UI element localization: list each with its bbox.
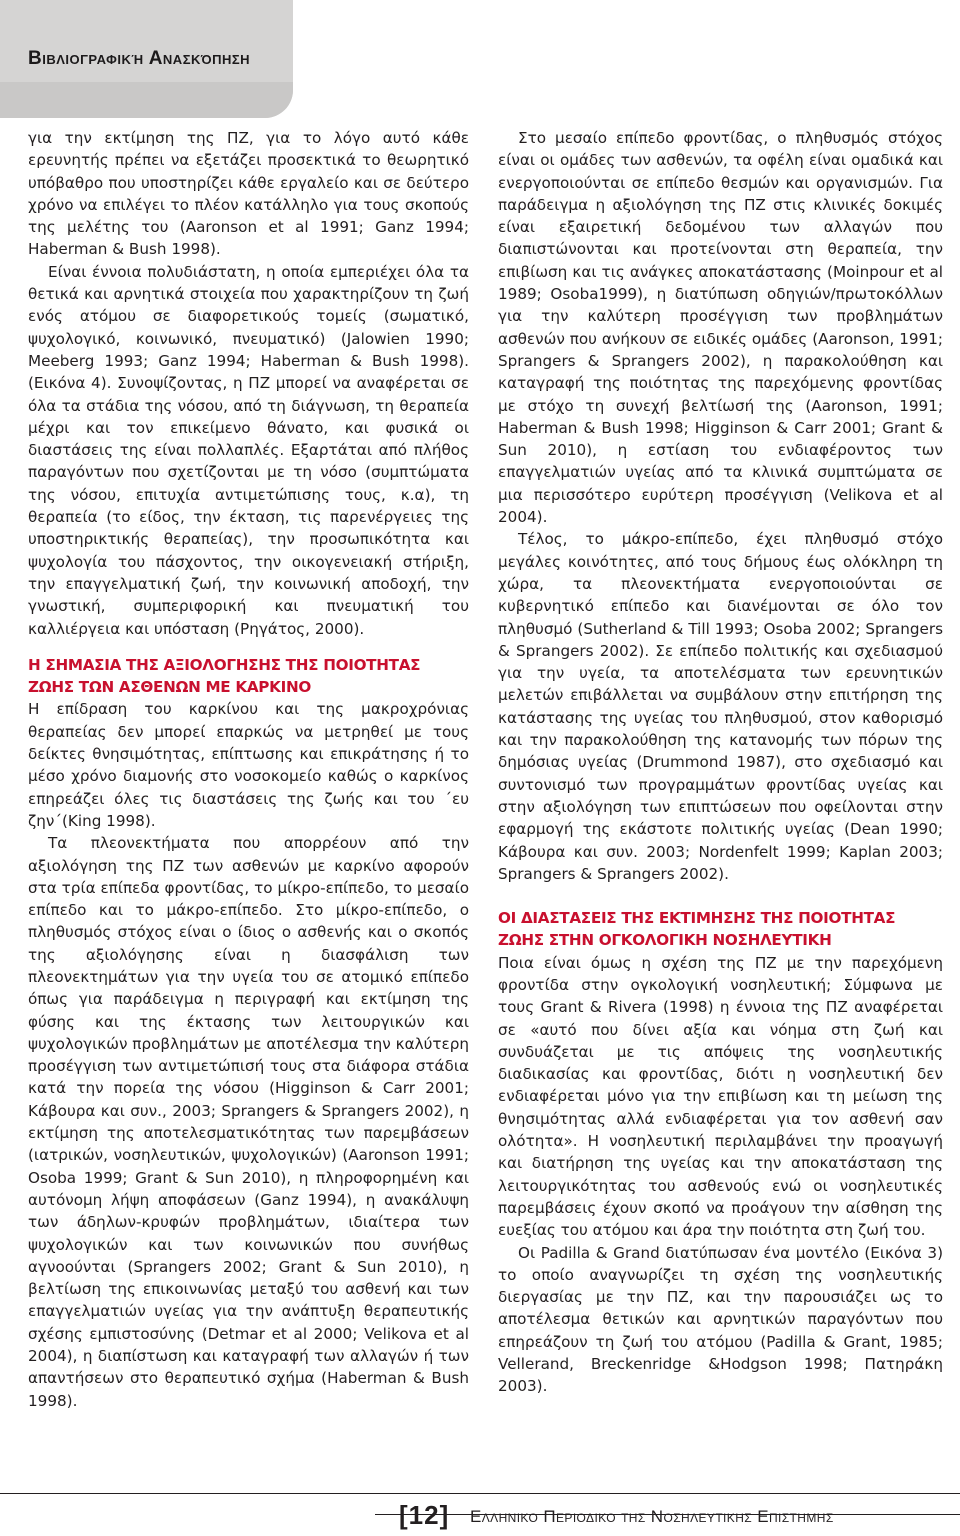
right-column <box>498 127 943 1398</box>
section-heading-importance: Η ΣΗΜΑΣΙΑ ΤΗΣ ΑΞΙΟΛΟΓΗΣΗΣ ΤΗΣ ΠΟΙΟΤΗΤΑΣ ΖΩΗΣ ΤΩΝ ΑΣΘΕΝΩΝ ΜΕ ΚΑΡΚΙΝΟ <box>28 655 421 697</box>
left-paragraph-4: Τα πλεονεκτήματα που απορρέουν από την αξιολόγηση της ΠΖ των ασθενών με καρκίνο αφορούν στα τρία επίπεδα φροντίδας, το μίκρο-επίπεδο, το μεσαίο επίπεδο και το μάκρο-επίπεδο. Στο μίκρο-επίπεδο, ο πληθυσμός στόχος είναι ο ίδιος ο ασθενής και ο σκοπός της αξιολόγησης είναι η διασφάλιση των πλεονεκτημάτων για την υγεία του σε ατομικό επίπεδο όπως για παράδειγμα η περιγραφή και εκτίμηση της φύσης και της έκτασης των λειτουργικών και ψυχολογικών προβλημάτων με αποτέλεσμα την καλύτερη προσέγγιση των αντιμετώπισή τους στα διάφορα στάδια κατά την πορεία της νόσου (Higginson & Carr 2001; Κάβουρα και συν., 2003; Sprangers & Sprangers 2002), η εκτίμηση της αποτελεσματικότητας των παρεμβάσεων (ιατρικών, νοσηλευτικών, ψυχολογικών) (Aaronson 1991; Osoba 1999; Grant & Sun 2010), η πληροφορημένη και αυτόνομη λήψη αποφάσεων (Ganz 1994), η ανακάλυψη των άδηλων-κρυφών προβλημάτων, ιδιαίτερα των ψυχολογικών και των κοινωνικών που συνήθως αγνοούνται (Sprangers 2002; Grant & Sun 2010), η βελτίωση της επικοινωνίας μεταξύ του ασθενή και των επαγγελματιών υγείας για την ανάπτυξη θεραπευτικής σχέσης εμπιστοσύνης (Detmar et al 2000; Velikova et al 2004), η διαπίστωση και καταγραφή των αλλαγών ή των απαντήσεων στο θεραπευτικό σχήμα (Haberman & Bush 1998). <box>28 834 469 1410</box>
section-title: Βιβλιογραφική Ανασκόπηση <box>28 48 251 69</box>
left-column <box>28 127 469 1412</box>
right-paragraph-3: Ποια είναι όμως η σχέση της ΠΖ με την παρεχόμενη φροντίδα στην ογκολογική νοσηλευτική; Σύμφωνα με τους Grant & Rivera (1998) η έννοια της ΠΖ αναφέρεται σε «αυτό που δίνει αξία και νόημα στη ζωή και συνδυάζεται με τις απόψεις της νοσηλευτικής διαδικασίας και φροντίδας, διότι η νοσηλευτική δεν ενδιαφέρεται μόνο για την επιβίωση και τη μείωση της θνησιμότητας αλλά ενδιαφέρεται για τον ασθενή σαν ολότητα». Η νοσηλευτική περιλαμβάνει την προαγωγή και διατήρηση της υγείας και την αποκατάσταση της λειτουργικότητας του ασθενούς ενώ οι νοσηλευτικές παρεμβάσεις έχουν σκοπό να προάγουν την αίσθηση της ευεξίας του ατόμου και άρα την ποιότητα στη ζωή του. <box>498 953 943 1240</box>
left-paragraph-1: για την εκτίμηση της ΠΖ, για το λόγο αυτό κάθε ερευνητής πρέπει να εξετάζει προσεκτικά το θεωρητικό υπόβαθρο που υποστηρίζει κάθε εργαλείο και σε δεύτερο χρόνο να επιλέγει το πλέον κατάλληλο για τους σκοπούς της μελέτης του (Aaronson et al 1991; Ganz 1994; Haberman & Bush 1998). <box>28 129 469 259</box>
left-paragraph-2: Είναι έννοια πολυδιάστατη, η οποία εμπεριέχει όλα τα θετικά και αρνητικά στοιχεία που χαρακτηρίζουν τη ζωή ενός ατόμου σε διαφορετικούς τομείς (σωματικό, ψυχολογικό, κοινωνικό, πνευματικό) (Jalowien 1990; Meeberg 1993; Ganz 1994; Haberman & Bush 1998). (Εικόνα 4). Συνοψίζοντας, η ΠΖ μπορεί να αναφέρεται σε όλα τα στάδια της νόσου, από τη διάγνωση, τη θεραπεία μέχρι και τον επικείμενο θάνατο, και φυσικά οι διαστάσεις της είναι πολλαπλές. Εξαρτάται από πλήθος παραγόντων που σχετίζονται με τη νόσο (συμπτώματα της νόσου, επιτυχία αντιμετώπισης τους, κ.α), τη θεραπεία (το είδος, την έκταση, τις παρενέργειες της υποστηρικτικής θεραπείας), την προσωπικότητα και ψυχολογία του πάσχοντος, την οικογενειακή στήριξη, την επαγγελματική ζωή, την κοινωνική αποδοχή, την γνωστική, συμπεριφορική και πνευματική του καλλιέργεια και υπόσταση (Ρηγάτος, 2000). <box>28 262 469 638</box>
section-heading-dimensions: ΟΙ ΔΙΑΣΤΑΣΕΙΣ ΤΗΣ ΕΚΤΙΜΗΣΗΣ ΤΗΣ ΠΟΙΟΤΗΤΑΣ ΖΩΗΣ ΣΤΗΝ ΟΓΚΟΛΟΓΙΚΗ ΝΟΣΗΛΕΥΤΙΚΗ <box>498 909 896 950</box>
page-number: [12] <box>399 1500 450 1530</box>
right-paragraph-2: Τέλος, το μάκρο-επίπεδο, έχει πληθυσμό στόχο μεγάλες κοινότητες, από τους δήμους έως ολόκληρη τη χώρα, τα πλεονεκτήματα ενεργοποιούνται σε κυβερνητικό επίπεδο και διανέμονται σε όλο τον πληθυσμό (Sutherland & Till 1993; Osoba 2002; Sprangers & Sprangers 2002). Σε επίπεδο πολιτικής και σχεδιασμού για την υγεία, τα αποτελέσματα των ερευνητικών μελετών επιβάλλεται να συμβάλουν στην επιτήρηση της κατάστασης της υγείας του πληθυσμού, στον καθορισμό και την παρακολούθηση της κατανομής των πόρων της δημόσιας υγείας (Drummond 1987), στο σχεδιασμό και συντονισμό των προγραμμάτων φροντίδας υγείας και στην αξιολόγηση των επιπτώσεων που οφείλονται στην εφαρμογή της εκάστοτε πολιτικής υγείας (Dean 1990; Κάβουρα και συν. 2003; Nordenfelt 1999; Kaplan 2003; Sprangers & Sprangers 2002). <box>498 530 943 883</box>
right-paragraph-4: Οι Padilla & Grand διατύπωσαν ένα μοντέλο (Εικόνα 3) το οποίο αναγνωρίζει τη σχέση της νοσηλευτικής διεργασίας με την ΠΖ, και την παρουσιάζει ως το αποτέλεσμα θετικών και αρνητικών παραγόντων που επηρεάζουν τη ζωή του ατόμου (Padilla & Grant, 1985; Vellerand, Breckenridge &Hodgson 1998; Πατηράκη 2003). <box>498 1243 943 1396</box>
journal-title: Ελληνικο Περιοδικο της Νοσηλευτικης Επιστημης <box>470 1507 834 1526</box>
left-paragraph-3: Η επίδραση του καρκίνου και της μακροχρόνιας θεραπείας δεν μπορεί επαρκώς να μετρηθεί με τους δείκτες θνησιμότητας, επίπτωσης και επικράτησης ή το μέσο χρόνο διαμονής στο νοσοκομείο καθώς ο καρκίνος επηρεάζει όλες τις διαστάσεις της ζωής και του ΄ευ ζην΄(King 1998). <box>28 700 469 830</box>
right-paragraph-1: Στο μεσαίο επίπεδο φροντίδας, ο πληθυσμός στόχος είναι οι ομάδες των ασθενών, τα οφέλη είναι ομαδικά και ενεργοποιούνται σε επίπεδο θεσμών και οργανισμών. Για παράδειγμα η αξιολόγηση της ΠΖ στις κλινικές δοκιμές είναι εξαιρετική δεδομένου των αλλαγών που διαπιστώνονται και προτείνονται στη θεραπεία, την επιβίωση και τις ανάγκες αποκατάστασης (Moinpour et al 1989; Osoba1999), η διατύπωση οδηγιών/πρωτοκόλλων για την καλύτερη προσέγγιση των προβλημάτων ασθενών που ανήκουν σε ειδικές ομάδες (Aaronson, 1991; Sprangers & Sprangers 2002), η παρακολούθηση και καταγραφή της ποιότητας της παρεχόμενης φροντίδας με στόχο τη συνεχή βελτίωσή της (Aaronson, 1991; Haberman & Bush 1998; Higginson & Carr 2001; Grant & Sun 2010), η εστίαση του ενδιαφέροντος των επαγγελματιών υγείας από τα κλινικά συμπτώματα σε μια περισσότερο ευρύτερη προσέγγιση (Velikova et al 2004). <box>498 129 943 527</box>
